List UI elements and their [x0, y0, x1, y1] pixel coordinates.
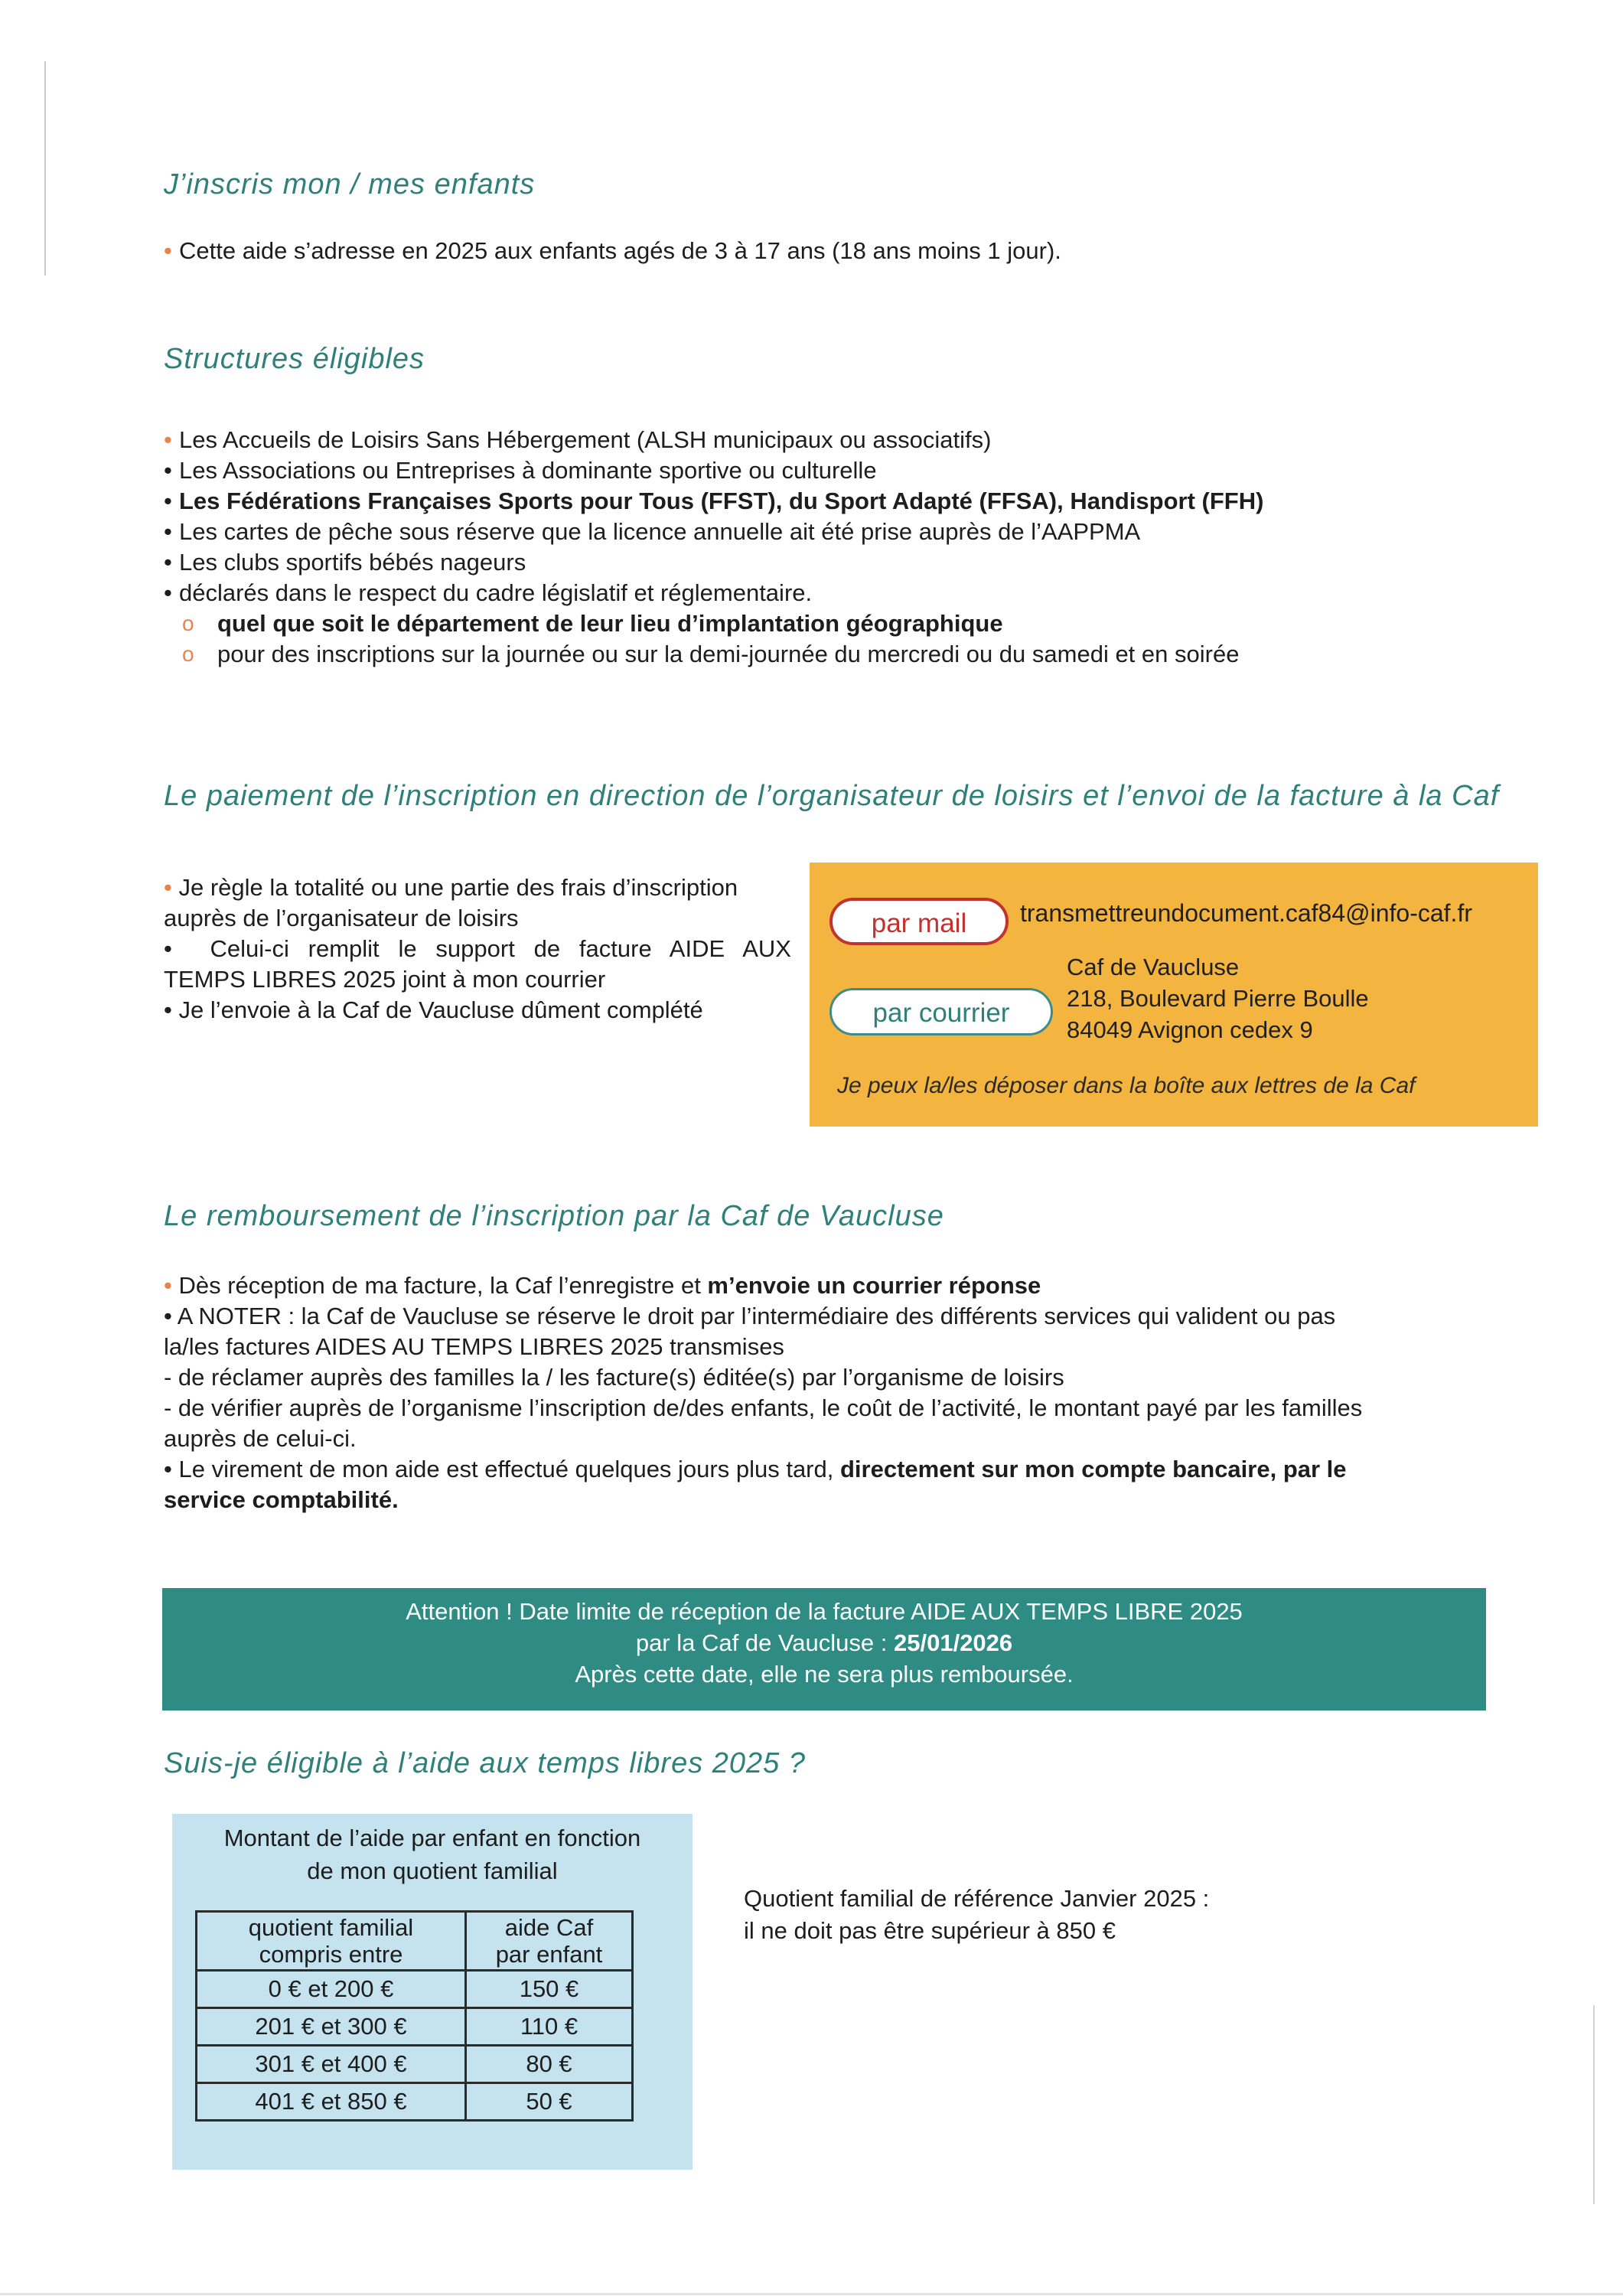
- circle-bullet-icon: o: [182, 642, 194, 666]
- remboursement-line: - de vérifier auprès de l’organisme l’inscription de/des enfants, le coût de l’activité, le montant payé par les familles: [164, 1394, 1363, 1421]
- aid-amount: 110 €: [466, 2008, 633, 2046]
- remboursement-line: • A NOTER : la Caf de Vaucluse se réserve le droit par l’intermédiaire des différents services qui valident ou pas: [164, 1303, 1336, 1329]
- bullet-icon: •: [164, 426, 172, 453]
- remboursement-line: la/les factures AIDES AU TEMPS LIBRES 2025 transmises: [164, 1333, 784, 1360]
- quotient-range: 0 € et 200 €: [197, 1971, 466, 2008]
- paiement-line: auprès de l’organisateur de loisirs: [164, 905, 519, 931]
- bullet-icon: •: [164, 579, 172, 606]
- section-title-inscription: J’inscris mon / mes enfants: [164, 168, 536, 201]
- section-title-paiement: Le paiement de l’inscription en direction de l’organisateur de loisirs et l’envoi de la facture à la Caf: [164, 780, 1500, 812]
- remboursement-line: • Dès réception de ma facture, la Caf l’enregistre et m’envoie un courrier réponse: [164, 1272, 1041, 1299]
- aid-amount-panel: [172, 1814, 693, 2170]
- quotient-range: 401 € et 850 €: [197, 2083, 466, 2121]
- aid-table: [195, 1910, 634, 2122]
- list-item: • Les Associations ou Entreprises à dominante sportive ou culturelle: [164, 455, 1263, 486]
- structures-list: [164, 425, 1263, 608]
- sublist-item: o quel que soit le département de leur lieu d’implantation géographique: [182, 608, 1263, 639]
- bullet-icon: •: [164, 237, 172, 264]
- bullet-icon: •: [164, 935, 210, 962]
- bullet-icon: •: [164, 1456, 179, 1482]
- caf-email: transmettreundocument.caf84@info-caf.fr: [1020, 899, 1472, 927]
- structures-sublist: [164, 608, 1263, 670]
- aid-amount: 50 €: [466, 2083, 633, 2121]
- caf-postal-address: Caf de Vaucluse 218, Boulevard Pierre Boulle 84049 Avignon cedex 9: [1067, 954, 1369, 1043]
- section-title-structures: Structures éligibles: [164, 343, 425, 375]
- quotient-range: 201 € et 300 €: [197, 2008, 466, 2046]
- list-item: • Les Fédérations Françaises Sports pour Tous (FFST), du Sport Adapté (FFSA), Handisport (FFH): [164, 486, 1263, 517]
- inscription-list: [164, 236, 1061, 266]
- par-courrier-label: par courrier: [829, 988, 1053, 1035]
- list-item: • déclarés dans le respect du cadre législatif et réglementaire.: [164, 578, 1263, 608]
- remboursement-line: - de réclamer auprès des familles la / les facture(s) éditée(s) par l’organisme de loisirs: [164, 1364, 1064, 1391]
- circle-bullet-icon: o: [182, 612, 194, 635]
- column-header-aide: aide Caf par enfant: [466, 1912, 633, 1971]
- section-title-eligibilite: Suis-je éligible à l’aide aux temps libres 2025 ?: [164, 1747, 807, 1779]
- paiement-block: [164, 872, 791, 1026]
- paiement-line: • Celui-ci remplit le support de facture AIDE AUX: [164, 935, 791, 962]
- send-methods-box: [810, 863, 1538, 1127]
- bullet-icon: •: [164, 1272, 179, 1299]
- table-row: [197, 2046, 633, 2083]
- quotient-range: 301 € et 400 €: [197, 2046, 466, 2083]
- remboursement-line: • Le virement de mon aide est effectué quelques jours plus tard, directement sur mon compte bancaire, par le: [164, 1456, 1347, 1482]
- list-item: • Les cartes de pêche sous réserve que la licence annuelle ait été prise auprès de l’AAPPMA: [164, 517, 1263, 547]
- deadline-line: Après cette date, elle ne sera plus remboursée.: [575, 1661, 1074, 1688]
- bullet-icon: •: [164, 457, 172, 484]
- structures-block: [164, 425, 1263, 670]
- list-item: • Les clubs sportifs bébés nageurs: [164, 547, 1263, 578]
- table-header-row: [197, 1912, 633, 1971]
- section-title-remboursement: Le remboursement de l’inscription par la Caf de Vaucluse: [164, 1200, 944, 1232]
- remboursement-block: [164, 1270, 1465, 1515]
- scan-border-right: [1593, 2005, 1595, 2204]
- aid-table-title: Montant de l’aide par enfant en fonction de mon quotient familial: [223, 1825, 641, 1884]
- paiement-line: TEMPS LIBRES 2025 joint à mon courrier: [164, 966, 606, 993]
- list-item: • Les Accueils de Loisirs Sans Hébergement (ALSH municipaux ou associatifs): [164, 425, 1263, 455]
- bullet-icon: •: [164, 1303, 178, 1329]
- bullet-icon: •: [164, 874, 179, 901]
- deadline-banner: [162, 1588, 1486, 1711]
- bullet-icon: •: [164, 549, 172, 576]
- paiement-line: • Je l’envoie à la Caf de Vaucluse dûment complété: [164, 996, 703, 1023]
- aid-amount: 150 €: [466, 1971, 633, 2008]
- table-row: [197, 1971, 633, 2008]
- list-item: • Cette aide s’adresse en 2025 aux enfants agés de 3 à 17 ans (18 ans moins 1 jour).: [164, 236, 1061, 266]
- remboursement-line: service comptabilité.: [164, 1486, 399, 1513]
- remboursement-line: auprès de celui-ci.: [164, 1425, 357, 1452]
- table-row: [197, 2083, 633, 2121]
- table-row: [197, 2008, 633, 2046]
- column-header-quotient: quotient familial compris entre: [197, 1912, 466, 1971]
- paiement-line: • Je règle la totalité ou une partie des frais d’inscription: [164, 874, 738, 901]
- sublist-item: o pour des inscriptions sur la journée ou sur la demi-journée du mercredi ou du samedi et en soirée: [182, 639, 1263, 670]
- scan-border-bottom: [0, 2293, 1623, 2295]
- deadline-line: Attention ! Date limite de réception de la facture AIDE AUX TEMPS LIBRE 2025: [406, 1598, 1243, 1625]
- bullet-icon: •: [164, 488, 172, 514]
- bullet-icon: •: [164, 518, 172, 545]
- aid-amount: 80 €: [466, 2046, 633, 2083]
- depot-note: Je peux la/les déposer dans la boîte aux lettres de la Caf: [837, 1073, 1416, 1098]
- deadline-line: par la Caf de Vaucluse : 25/01/2026: [635, 1629, 1013, 1656]
- bullet-icon: •: [164, 996, 179, 1023]
- par-mail-label: par mail: [829, 898, 1009, 945]
- quotient-reference: Quotient familial de référence Janvier 2025 : il ne doit pas être supérieur à 850 €: [744, 1885, 1210, 1944]
- deadline-date: 25/01/2026: [894, 1629, 1013, 1656]
- scan-border-left: [44, 61, 46, 276]
